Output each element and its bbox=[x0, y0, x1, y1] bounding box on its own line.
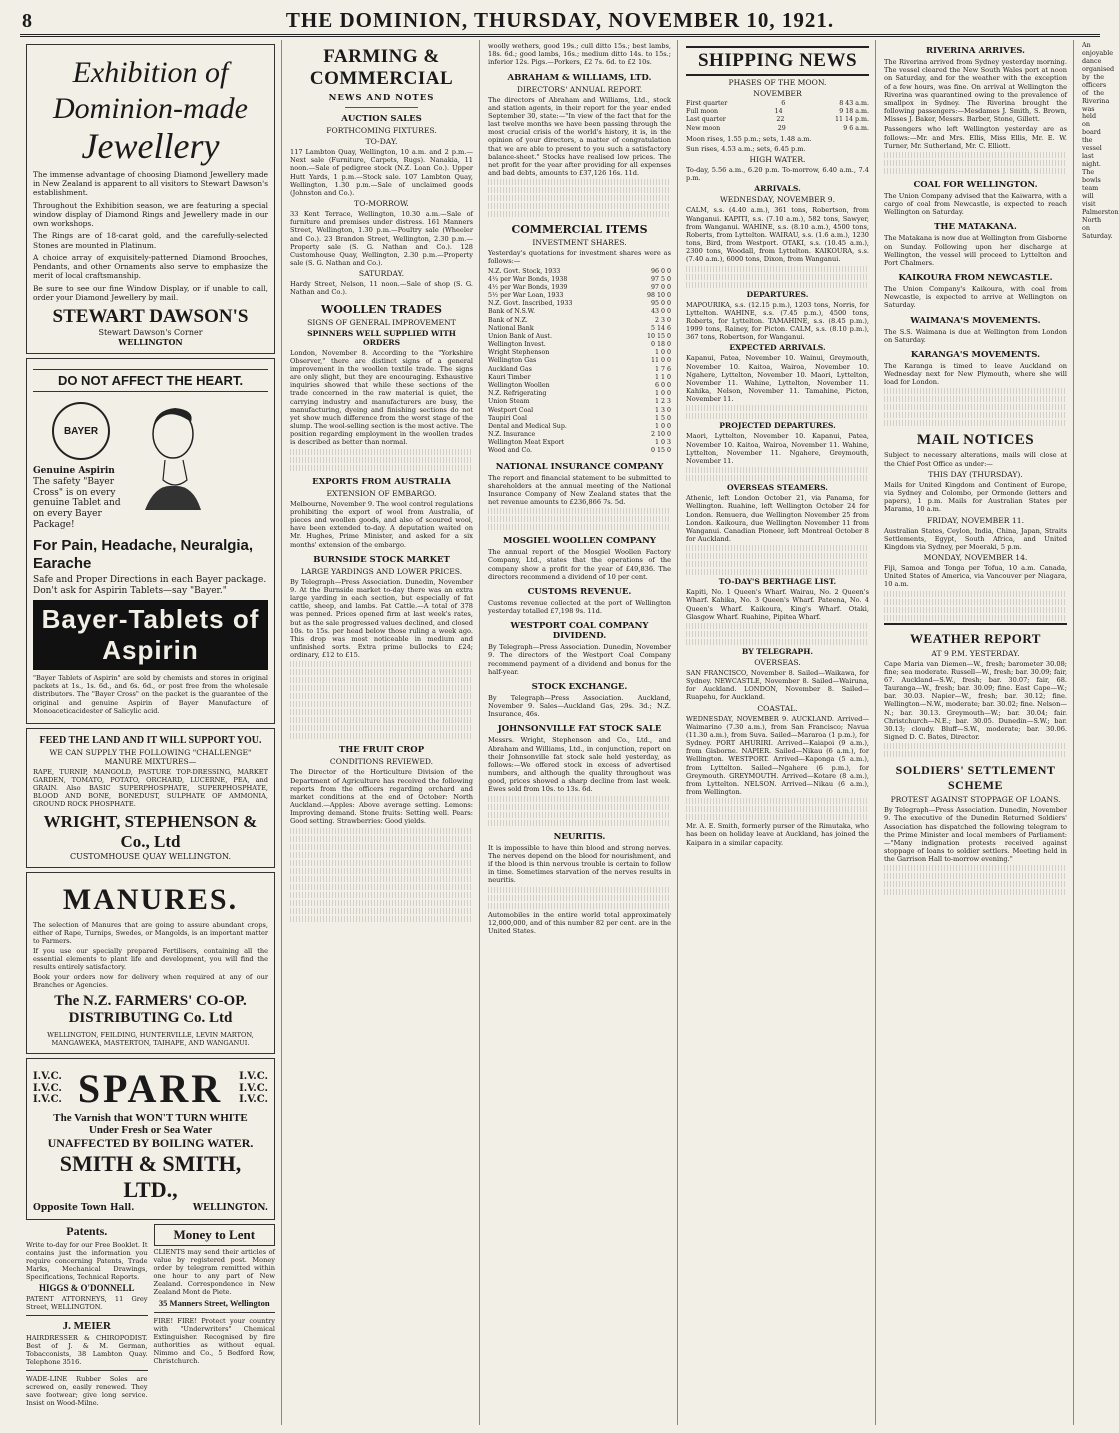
investment-shares-intro: Yesterday's quotations for investment shares were as follows:— bbox=[488, 249, 671, 266]
weather-report-title: WEATHER REPORT bbox=[910, 630, 1041, 646]
share-name: Westport Coal bbox=[488, 406, 534, 414]
tomorrow-heading: TO-MORROW. bbox=[354, 199, 409, 209]
fruit-crop-text: The Director of the Horticulture Division of the Department of Agriculture has received the following reports from the officers regarding orchard and market conditions at the end of October: North Auckland.—Apples: Above average setting. Lemons: Improving demand. Stone fruits: Setting well. Pears: Good setting. Strawberries: Good yields. bbox=[290, 768, 473, 826]
passengers-text: Passengers who left Wellington yesterday are as follows:—Mr. and Mrs. Ellis, Miss Ellis, Mr. E. W. Turner, Mr. Sutherland, Mr. C. Elliott. bbox=[884, 125, 1067, 150]
share-row bbox=[488, 382, 671, 390]
woollen-text: London, November 8. According to the "Yorkshire Observer," there are distinct signs of a general improvement in the woollen textile trade. The signs are only slight, but they are encouraging. Exhaustive inquiries showed that while these sections of the trade concerned in the raw material is quiet, the carrying industry and manufacturers are busy, the manufacturing, dyeing and finishing sections do not yet show much difference from the worst stage of the slump. The wool-selling section is the most active. The position regarding employment in the woollen trades is described as better than normal. bbox=[290, 348, 473, 447]
small-advertisements bbox=[26, 1224, 275, 1409]
kaikoura-text: The Union Company's Kaikoura, with coal from Newcastle, is expected to arrive at Wellington on Saturday. bbox=[884, 285, 1067, 310]
wright-subheading: WE CAN SUPPLY THE FOLLOWING "CHALLENGE" MANURE MIXTURES— bbox=[49, 747, 252, 766]
bayer-heart-headline: DO NOT AFFECT THE HEART. bbox=[33, 369, 268, 392]
share-price: 97 0 0 bbox=[650, 283, 671, 291]
share-row bbox=[488, 349, 671, 357]
share-price: 1 3 0 bbox=[654, 406, 671, 414]
jewellery-paragraph: Throughout the Exhibition season, we are featuring a special window display of Diamond Rings and Jewellery made in our own workshops. bbox=[33, 200, 268, 229]
share-name: N.Z. Insurance bbox=[488, 431, 536, 439]
share-name: N.Z. Refrigerating bbox=[488, 390, 547, 398]
auction-sales-heading: AUCTION SALES bbox=[341, 114, 422, 124]
moon-time: 8 43 a.m. bbox=[839, 100, 869, 107]
moon-phase: New moon bbox=[686, 124, 721, 132]
woollen-trades-heading: WOOLLEN TRADES bbox=[321, 302, 442, 316]
share-row bbox=[488, 268, 671, 276]
share-price: 95 0 0 bbox=[650, 300, 671, 308]
abraham-williams-subheading: DIRECTORS' ANNUAL REPORT. bbox=[516, 84, 643, 94]
smith-and-smith: SMITH & SMITH, LTD., bbox=[59, 1150, 242, 1202]
sparr-tagline: UNAFFECTED BY BOILING WATER. bbox=[47, 1135, 254, 1150]
expected-arrivals-heading: EXPECTED ARRIVALS. bbox=[729, 343, 826, 353]
tomorrow-text: 33 Kent Terrace, Wellington, 10.30 a.m.—Sale of furniture and premises under distress. 161 Manners Street, Wellington, 1.30 p.m.—Poultry sale (Wheeler and Co.). 23 Brandon Street, Wellington, 2.30 p.m.—Property sale (S. G. Nathan and Co.). 128 Customhouse Quay, Wellington, 2.30 p.m.—Property sale (S. G. Nathan and Co.). bbox=[290, 210, 473, 268]
share-name: Wellington Gas bbox=[488, 357, 537, 365]
share-price: 0 15 0 bbox=[650, 447, 671, 455]
column-shipping bbox=[680, 40, 876, 1425]
high-water-heading: HIGH WATER. bbox=[749, 155, 806, 165]
share-name: N.Z. Govt. Inscribed, 1933 bbox=[488, 300, 573, 308]
moon-day: 22 bbox=[776, 116, 785, 124]
share-price: 1 7 6 bbox=[654, 365, 671, 373]
moon-time: 11 14 p.m. bbox=[834, 116, 869, 124]
share-price: 1 1 0 bbox=[654, 373, 671, 381]
bayer-logo: Bayer-Tablets of Aspirin bbox=[33, 600, 268, 670]
national-insurance-text: The report and financial statement to be submitted to shareholders at the annual meeting of the National Insurance Company of New Zealand states that the net revenue amounts to £236,866 7s. 5d. bbox=[488, 473, 671, 507]
share-price: 0 18 0 bbox=[650, 341, 671, 349]
share-row bbox=[488, 366, 671, 374]
sun-rise-text: Sun rises, 4.53 a.m.; sets, 6.45 p.m. bbox=[686, 144, 806, 153]
share-price: 43 0 0 bbox=[650, 308, 671, 316]
moon-month: NOVEMBER bbox=[753, 89, 802, 98]
wright-list: RAPE, TURNIP, MANGOLD, PASTURE TOP-DRESSING, MARKET GARDEN, TOMATO, POTATO, ORCHARD, LUCERNE, PEA, and GRAIN. Also BASIC SUPERPHOSPHATE, SUPERPHOSPHATE, BLOOD AND BONE, BONEDUST, SULPHATE OF AMMONIA, GROUND ROCK PHOSPHATE. bbox=[33, 767, 268, 808]
jewellery-advertisement bbox=[26, 44, 275, 354]
mail-notices-intro: Subject to necessary alterations, mails will close at the Chief Post Office as under:— bbox=[884, 451, 1067, 468]
jeweller-corner: Stewart Dawson's Corner bbox=[98, 328, 203, 338]
share-name: Union Steam bbox=[488, 398, 530, 406]
share-price: 1 0 0 bbox=[654, 390, 671, 398]
money-text: CLIENTS may send their articles of value by registered post. Money order by telegram remitted within one hour to any part of New Zealand. Correspondence in New Zealand Mont de Piete. bbox=[153, 1247, 275, 1297]
moon-day: 6 bbox=[781, 100, 786, 107]
share-name: Wood and Co. bbox=[488, 447, 533, 455]
sparr-tagline: Under Fresh or Sea Water bbox=[88, 1123, 213, 1136]
mail-this-day: THIS DAY (THURSDAY). bbox=[928, 469, 1023, 479]
moon-day: 29 bbox=[777, 124, 786, 132]
patents-text: Write to-day for our Free Booklet. It contains just the information you require concerning Patents, Trade Marks, Mechanical Drawings, Specifications, Technical Reports. bbox=[26, 1240, 148, 1282]
wright-address: CUSTOMHOUSE QUAY WELLINGTON. bbox=[69, 851, 232, 861]
mosgiel-heading: MOSGIEL WOOLLEN COMPANY bbox=[503, 536, 656, 547]
moon-row bbox=[686, 116, 869, 124]
kaikoura-heading: KAIKOURA FROM NEWCASTLE. bbox=[898, 273, 1053, 284]
newspaper-title: THE DOMINION, THURSDAY, NOVEMBER 10, 1921. bbox=[285, 8, 835, 32]
share-name: Union Bank of Aust. bbox=[488, 332, 552, 340]
share-row bbox=[488, 333, 671, 341]
moon-phase: First quarter bbox=[686, 100, 728, 107]
share-name: N.Z. Govt. Stock, 1933 bbox=[488, 267, 561, 275]
bayer-advertisement bbox=[26, 358, 275, 724]
projected-departures-text: Maori, Lyttelton, November 10. Kapanui, Patea, November 10. Kaitoa, Wairoa, November 11. Wahine, Lyttelton, November 11. Ngahere, Greymouth, November 11. bbox=[686, 432, 869, 465]
share-price: 5 14 6 bbox=[650, 324, 671, 332]
abraham-williams-text: The directors of Abraham and Williams, Ltd., stock and station agents, in their report for the year ended September 30, state:—"In view of the fact that for the last twelve months we have been passing through the most crucial crisis of the world's history, it is, in the opinion of your directors, a matter of congratulation that we are able to present to you such a satisfactory balance-sheet." Stocks have realised low prices. The net profit for the year after providing for all expenses and bad debts, amounts to £37,126 16s. 11d. bbox=[488, 95, 671, 178]
bayer-genuine: Genuine Aspirin bbox=[33, 466, 115, 477]
investment-shares-heading: INVESTMENT SHARES. bbox=[532, 238, 627, 248]
ivc-mark: I.V.C. I.V.C. I.V.C. bbox=[239, 1071, 268, 1106]
share-name: Wellington Woollen bbox=[488, 381, 550, 389]
weather-time: AT 9 P.M. YESTERDAY. bbox=[931, 648, 1020, 658]
mail-monday: MONDAY, NOVEMBER 14. bbox=[923, 553, 1028, 563]
exports-subheading: EXTENSION OF EMBARGO. bbox=[326, 488, 437, 498]
bayer-fine-print: "Bayer Tablets of Aspirin" are sold by chemists and stores in original packets at 1s., 1s. 6d., and 6s. 6d., or post free from the wholesale distributors. The "Bayer Cross" on the packet is the guarantee of the original and genuine Aspirin of Bayer Manufacture of Monoaceticacidester of Salicylic acid. bbox=[33, 674, 268, 715]
share-name: Wellington Meat Export bbox=[488, 439, 565, 447]
share-price: 96 0 0 bbox=[650, 267, 671, 275]
patents-heading: Patents. bbox=[66, 1223, 108, 1238]
jewellery-paragraph: The immense advantage of choosing Diamond Jewellery made in New Zealand is apparent to all visitors to Stewart Dawson's establishment. bbox=[33, 169, 268, 198]
moon-row bbox=[686, 100, 869, 108]
manures-advertisement bbox=[26, 872, 275, 1054]
share-row bbox=[488, 447, 671, 455]
customs-heading: CUSTOMS REVENUE. bbox=[527, 586, 632, 597]
soldiers-settlement-title: SOLDIERS' SETTLEMENT SCHEME bbox=[895, 763, 1056, 793]
arrivals-day: WEDNESDAY, NOVEMBER 9. bbox=[720, 195, 835, 205]
share-row bbox=[488, 292, 671, 300]
arrivals-heading: ARRIVALS. bbox=[754, 184, 801, 194]
column-notices bbox=[878, 40, 1074, 1425]
woollen-subheading: SIGNS OF GENERAL IMPROVEMENT bbox=[307, 317, 456, 327]
fire-extinguisher-text: FIRE! FIRE! Protect your country with "Underwriters" Chemical Extinguisher. Recognised by fire authorities as without equal. Nimmo and Co., 5 Bedford Row, Christchurch. bbox=[153, 1317, 275, 1366]
wadeline-text: WADE-LINE Rubber Soles are screwed on, easily renewed. They save footwear; give long service. Insist on Wood-Milne. bbox=[26, 1375, 148, 1408]
jewellery-title-2: Dominion-made bbox=[53, 91, 248, 125]
woollen-subheading-2: SPINNERS WELL SUPPLIED WITH ORDERS bbox=[307, 328, 456, 347]
weather-text: Cape Maria van Diemen—W., fresh; barometer 30.08; fine; sea moderate. Russell—W., fresh; bar. 30.09; fair, 67. Auckland—S.W., fresh; bar. 30.07; fair, 68. Tauranga—W., fresh; bar. 30.09; fine. East Cape—W.; bar. 30.03. Napier—W., fresh; bar. 30.12; fine. Wellington—N.W., moderate; bar. 30.02; fine. Nelson—N.; bar. 30.13. Greymouth—W.; bar. 30.04; fair. Christchurch—N.E.; bar. 30.05. Dunedin—S.W.; bar. 30.13; cloudy. Bluff—S.W., moderate; bar. 30.06. Signed D. C. Bates, Director. bbox=[884, 659, 1067, 742]
manures-paragraph: If you use our specially prepared Fertilisers, containing all the essential elements to plant life and development, you will find the results entirely satisfactory. bbox=[33, 946, 268, 971]
exports-text: Melbourne, November 9. The wool control regulations prohibiting the export of wool from Australia, of pieces and woollen goods, and also of scoured wool, have been extended to-day. A deputation waited on Mr. Hughes, Prime Minister, and asked for a six months' extension of the embargo. bbox=[290, 499, 473, 549]
share-name: Wellington Invest. bbox=[488, 341, 546, 349]
share-row bbox=[488, 276, 671, 284]
burnside-subheading: LARGE YARDINGS AND LOWER PRICES. bbox=[300, 566, 463, 576]
share-row bbox=[488, 341, 671, 349]
share-row bbox=[488, 284, 671, 292]
departures-text: MAPOURIKA, s.s. (12.15 p.m.), 1203 tons, Norris, for Lyttelton. WAHINE, s.s. (7.45 p.m.), 4500 tons, Roberts, for Lyttelton. TAMAHINE, s.s. (8.45 p.m.), 1999 tons, Rainey, for Picton. CALM, s.s. (8.10 p.m.), 367 tons, Robertson, for Wanganui. bbox=[686, 300, 869, 342]
column-edge bbox=[1076, 40, 1119, 1425]
abraham-williams-heading: ABRAHAM & WILLIAMS, LTD. bbox=[507, 72, 652, 83]
jeweller-name: STEWART DAWSON'S bbox=[52, 306, 249, 328]
waimana-text: The S.S. Waimana is due at Wellington from London on Saturday. bbox=[884, 327, 1067, 344]
share-price: 1 0 0 bbox=[654, 349, 671, 357]
higgs-odonnell: HIGGS & O'DONNELL bbox=[38, 1283, 135, 1294]
manures-paragraph: The selection of Manures that are going to assure abundant crops, either of Rape, Turnips, Swedes, or Mangolds, is an important matter to Farmers. bbox=[33, 920, 268, 945]
share-name: National Bank bbox=[488, 324, 534, 332]
today-text: 117 Lambton Quay, Wellington, 10 a.m. and 2 p.m.—Next sale (Furniture, Carpets, Rugs). Nanakia, 11 noon.—Sale of pedigree stock (N.Z. Loan Co.). Upper Hutt Yards, 1 p.m.—Stock sale. 107 Lambton Quay, Wellington, 1.30 p.m.—Sale of unclaimed goods (Johnston and Co.). bbox=[290, 148, 473, 197]
meier-name: J. MEIER bbox=[62, 1320, 111, 1333]
riverina-heading: RIVERINA ARRIVES. bbox=[925, 46, 1026, 56]
share-name: 4½ per War Bonds, 1939 bbox=[488, 283, 568, 291]
share-price: 1 0 3 bbox=[654, 439, 671, 447]
column-farming bbox=[284, 40, 480, 1425]
burnside-text: By Telegraph—Press Association. Dunedin, November 9. At the Burnside market to-day there was an extra large yarding in each section, but especially of fat cattle, sheep, and lambs. Fat Cattle.—A total of 378 was penned. Prices opened firm at last week's rates, but as the sale progressed values declined, and closed 10s. to 15s. per head below those ruling a week ago. This drop was most noticeable in medium and unfinished sorts. Extra prime bullocks to £24; ordinary, £12 to £15. bbox=[290, 577, 473, 660]
jewellery-paragraph: A choice array of exquisitely-patterned Diamond Brooches, Pendants, and other Ornaments also serve to emphasize the merit of local craftsmanship. bbox=[33, 252, 268, 281]
forthcoming-fixtures: FORTHCOMING FIXTURES. bbox=[326, 126, 437, 135]
coastal-text: WEDNESDAY, NOVEMBER 9. AUCKLAND. Arrived—Waimarino (7.30 a.m.), from San Francisco; Navua (11.30 a.m.), from Suva. Sailed—Mararoa (1 p.m.), for Sydney. PORT AHURIRI. Arrived—Kaiapoi (9 a.m.), from Gisborne. NAPIER. Sailed—Nikau (6 a.m.), for Wellington. WESTPORT. Arrived—Kaponga (5 a.m.), from Lyttelton. Sailed—Ngahere (6 p.m.), for Greymouth. GREYMOUTH. Arrived—Kotare (8 a.m.), from Lyttelton. NELSON. Arrived—Nikau (6 a.m.), from Wellington. bbox=[686, 714, 869, 797]
moon-day: 14 bbox=[774, 108, 783, 116]
share-price: 1 2 3 bbox=[654, 398, 671, 406]
share-row bbox=[488, 325, 671, 333]
jewellery-paragraph: The Rings are of 18-carat gold, and the carefully-selected Stones are mounted in Platinum. bbox=[33, 231, 268, 250]
neuritis-heading: NEURITIS. bbox=[553, 831, 606, 842]
bayer-safety: The safety "Bayer Cross" is on every genuine Tablet and on every Bayer Package! bbox=[33, 476, 121, 531]
mail-friday-text: Australian States, Ceylon, India, China, Japan, Straits Settlements, Egypt, South Africa, and United Kingdom via Sydney, per Moeraki, 5 p.m. bbox=[884, 526, 1067, 551]
news-and-notes: NEWS AND NOTES bbox=[328, 93, 435, 103]
matakana-text: The Matakana is now due at Wellington from Gisborne on Sunday. Following upon her discharge at Wellington, the vessel will proceed to Lyttelton and Port Chalmers. bbox=[884, 234, 1067, 267]
sparr-advertisement bbox=[26, 1058, 275, 1220]
share-name: Bank of N.S.W. bbox=[488, 308, 535, 316]
share-row bbox=[488, 357, 671, 365]
overseas-steamers-text: Athenic, left London October 21, via Panama, for Wellington. Ruahine, left Wellington October 24 for London. Remuera, due Wellington November 25 from London. Kaikoura, due Wellington November 11 from Wanganui. Canadian Pioneer, left Montreal October 8 for Auckland. bbox=[686, 494, 869, 544]
investment-shares-table bbox=[488, 268, 671, 456]
share-row bbox=[488, 431, 671, 439]
exports-heading: EXPORTS FROM AUSTRALIA bbox=[312, 476, 451, 487]
meier-text: HAIRDRESSER & CHIROPODIST. Best of J. & M. German, Tobacconists, 38 Lambton Quay. Telephone 3516. bbox=[26, 1334, 148, 1367]
purser-note: Mr. A. E. Smith, formerly purser of the Rimutaka, who has been on holiday leave at Auckland, has joined the Kaipara in a similar capacity. bbox=[686, 822, 869, 847]
projected-departures-heading: PROJECTED DEPARTURES. bbox=[719, 421, 836, 431]
share-price: 10 15 0 bbox=[646, 332, 671, 340]
share-price: 2 10 0 bbox=[650, 431, 671, 439]
bayer-cross-icon: BAYER bbox=[52, 402, 110, 460]
commercial-items-heading: COMMERCIAL ITEMS bbox=[511, 223, 648, 237]
share-price: 1 0 0 bbox=[654, 422, 671, 430]
share-price: 2 3 0 bbox=[654, 316, 671, 324]
overseas-steamers-heading: OVERSEAS STEAMERS. bbox=[727, 483, 828, 493]
stock-exchange-heading: STOCK EXCHANGE. bbox=[531, 681, 628, 692]
share-row bbox=[488, 415, 671, 423]
wright-firm: WRIGHT, STEPHENSON & Co., Ltd bbox=[43, 811, 258, 851]
arrivals-text: CALM, s.s. (4.40 a.m.), 361 tons, Robertson, from Wanganui. KAPITI, s.s. (7.10 a.m.), 582 tons, Sawyer, from Wanganui. WAHINE, s.s. (8.10 a.m.), 4500 tons, Roberts, from Lyttelton. WAIRAU, s.s. (1.6 a.m.), 1230 tons, Bird, from Westport. OTAKI, s.s. (10.45 a.m.), 2300 tons, Woodall, from Lyttelton. KAIKOURA, s.s. (7.40 a.m.), 6000 tons, Dixon, from Wanganui. bbox=[686, 206, 869, 264]
soldiers-settlement-text: By Telegraph—Press Association. Dunedin, November 9. The executive of the Dunedin Returned Soldiers' Association has dispatched the following telegram to the Prime Minister and local members of Parliament:—"Many indignation protests received against stoppage of loans to soldier settlers. Meeting held in the Garrison Hall to-morrow evening." bbox=[884, 806, 1067, 864]
riverina-text: The Riverina arrived from Sydney yesterday morning. The vessel cleared the New South Wales port at noon on Saturday, and for the weather with the exception of a few hours, was fine. On arrival at Wellington the Riverina was quarantined owing to the prevalence of smallpox in Sydney. The Riverina brought the following passengers:—Mesdames J. Smith, S. Brown, Misses J. Baker, Messrs. Barber, Stone, Gillett. bbox=[884, 58, 1067, 124]
column-commercial bbox=[482, 40, 678, 1425]
column-advertisements bbox=[20, 40, 282, 1425]
moon-phases-heading: PHASES OF THE MOON. bbox=[728, 78, 827, 87]
ivc-mark: I.V.C. I.V.C. I.V.C. bbox=[33, 1071, 62, 1106]
moon-phase: Last quarter bbox=[686, 116, 726, 124]
fruit-crop-heading: THE FRUIT CROP bbox=[338, 745, 425, 756]
money-to-lent-heading: Money to Lent bbox=[154, 1224, 276, 1246]
share-row bbox=[488, 374, 671, 382]
expected-arrivals-text: Kapanui, Patea, November 10. Wainui, Greymouth, November 10. Kaitoa, Wairoa, November 10. Ngahere, Lyttelton, November 10. Maori, Lyttelton, November 11. Wahine, Lyttelton, November 11. Kahika, Nelson, November 11. Tamahine, Picton, November 11. bbox=[686, 354, 869, 404]
share-name: 4¼ per War Bonds, 1938 bbox=[488, 275, 568, 283]
mail-monday-text: Fiji, Samoa and Tonga per Tofua, 10 a.m. Canada, United States of America, via Vancouver per Niagara, 10 a.m. bbox=[884, 564, 1067, 589]
customs-text: Customs revenue collected at the port of Wellington yesterday totalled £7,198 9s. 11d. bbox=[488, 598, 671, 616]
coal-heading: COAL FOR WELLINGTON. bbox=[913, 179, 1038, 190]
farmers-coop-branches: WELLINGTON, FEILDING, HUNTERVILLE, LEVIN MARTON, MANGAWEKA, MASTERTON, TAIHAPE, AND WANGANUI. bbox=[47, 1030, 254, 1047]
national-insurance-heading: NATIONAL INSURANCE COMPANY bbox=[495, 461, 664, 472]
shipping-news-title: SHIPPING NEWS bbox=[686, 46, 869, 76]
share-row bbox=[488, 317, 671, 325]
mail-this-day-text: Mails for United Kingdom and Continent of Europe, via Sydney and Colombo, per Ormonde (letters and papers), 1 p.m. Mails for Australian States per Marama, 10 a.m. bbox=[884, 480, 1067, 514]
jewellery-title-3: Jewellery bbox=[81, 126, 220, 166]
woman-portrait-illustration bbox=[135, 400, 205, 510]
share-row bbox=[488, 407, 671, 415]
soldiers-settlement-subheading: PROTEST AGAINST STOPPAGE OF LOANS. bbox=[890, 795, 1061, 805]
moon-row bbox=[686, 125, 869, 133]
share-price: 11 0 0 bbox=[650, 357, 671, 365]
berthage-text: Kapiti, No. 1 Queen's Wharf. Wairau, No. 2 Queen's Wharf. Kahika, No. 3 Queen's Wharf. Pateena, No. 4 Queen's Wharf. Kaikoura, King's Wharf. Otaki, Glasgow Wharf. Ruahine, Pipitea Wharf. bbox=[686, 588, 869, 621]
berthage-heading: TO-DAY'S BERTHAGE LIST. bbox=[718, 577, 837, 587]
westport-heading: WESTPORT COAL COMPANY DIVIDEND. bbox=[510, 621, 649, 642]
manures-title: MANURES. bbox=[62, 882, 239, 916]
coal-text: The Union Company advised that the Kaiwarra, with a cargo of coal from Newcastle, is expected to reach Wellington on Saturday. bbox=[884, 191, 1067, 217]
mail-notices-title: MAIL NOTICES bbox=[916, 432, 1035, 449]
share-price: 97 5 0 bbox=[650, 275, 671, 283]
manures-paragraph: Book your orders now for delivery when required at any of our Branches or Agencies. bbox=[33, 972, 268, 989]
stock-prices-text: woolly wethers, good 19s.; cull ditto 15s.; best lambs, 18s. 6d.; good lambs, 16s.; medium ditto 14s. to 15s.; inferior 12s. Pigs.—Porkers, £2 7s. 6d. to £2 10s. bbox=[488, 42, 671, 67]
bayer-headline: For Pain, Headache, Neuralgia, Earache bbox=[33, 536, 254, 572]
overseas-text: SAN FRANCISCO, November 8. Sailed—Waikawa, for Sydney. NEWCASTLE, November 8. Sailed—Wairuna, for Auckland. LONDON, November 8. Sailed—Ruapehu, for Auckland. bbox=[686, 668, 869, 702]
share-price: 98 10 0 bbox=[646, 292, 671, 300]
edge-text: An enjoyable dance organised by the officers of the Riverina was held on board the vessel last night. The bowls team will visit Palmerston North on Saturday. bbox=[1082, 41, 1119, 240]
moon-time: 9 6 a.m. bbox=[843, 124, 869, 132]
sparr-brand: SPARR bbox=[77, 1065, 224, 1111]
departures-heading: DEPARTURES. bbox=[746, 289, 809, 299]
wright-headline: FEED THE LAND AND IT WILL SUPPORT YOU. bbox=[39, 734, 262, 746]
moon-rise-text: Moon rises, 1.55 p.m.; sets, 1.48 a.m. bbox=[686, 134, 812, 143]
share-row bbox=[488, 398, 671, 406]
share-row bbox=[488, 390, 671, 398]
share-name: Bank of N.Z. bbox=[488, 316, 528, 324]
mail-friday: FRIDAY, NOVEMBER 11. bbox=[927, 515, 1024, 525]
moon-phases-table bbox=[686, 100, 869, 133]
johnsonville-text: Messrs. Wright, Stephenson and Co., Ltd., and Abraham and Williams, Ltd., in conjunction, report on their Johnsonville fat stock sale held yesterday, as follows:—We offered stock in excess of advertised numbers, and although the quality throughout was good, prices showed a sharp decline from last week. Ewes sold from 10s. to 13s. 6d. bbox=[488, 736, 671, 794]
westport-text: By Telegraph—Press Association. Dunedin, November 9. The directors of the Westport Coal Company recommend payment of a dividend and bonus for the half-year. bbox=[488, 643, 671, 676]
karanga-heading: KARANGA'S MOVEMENTS. bbox=[910, 349, 1041, 360]
saturday-text: Hardy Street, Nelson, 11 noon.—Sale of shop (S. G. Nathan and Co.). bbox=[290, 280, 473, 297]
share-name: 5½ per War Loan, 1933 bbox=[488, 292, 564, 300]
neuritis-text: It is impossible to have thin blood and strong nerves. The nerves depend on the blood for nourishment, and if the blood is thin nervous trouble is certain to follow in time. Sometimes starvation of the nerves results in neuritis. bbox=[488, 843, 671, 885]
share-name: Wright Stephenson bbox=[488, 349, 550, 357]
sparr-location: Opposite Town Hall. bbox=[33, 1202, 135, 1213]
jewellery-paragraph: Be sure to see our fine Window Display, or if unable to call, order your Diamond Jewellery by mail. bbox=[33, 283, 268, 302]
share-price: 1 5 0 bbox=[654, 414, 671, 422]
farmers-coop-name: The N.Z. FARMERS' CO-OP. DISTRIBUTING Co. Ltd bbox=[54, 992, 247, 1026]
by-telegraph-heading: BY TELEGRAPH. bbox=[741, 646, 814, 656]
sparr-tagline: The Varnish that WON'T TURN WHITE bbox=[53, 1111, 248, 1124]
overseas-heading: OVERSEAS. bbox=[754, 657, 801, 667]
page-number: 8 bbox=[22, 10, 32, 32]
moon-row bbox=[686, 108, 869, 116]
jewellery-title-1: Exhibition of bbox=[72, 56, 229, 89]
coastal-heading: COASTAL. bbox=[757, 703, 798, 713]
waimana-heading: WAIMANA'S MOVEMENTS. bbox=[910, 315, 1041, 326]
johnsonville-heading: JOHNSONVILLE FAT STOCK SALE bbox=[497, 724, 662, 735]
stock-exchange-text: By Telegraph—Press Association. Auckland, November 9. Sales—Auckland Gas, 29s. 3d.; N.Z. Insurance, 46s. bbox=[488, 693, 671, 719]
manners-street-address: 35 Manners Street, Wellington bbox=[158, 1298, 270, 1309]
today-heading: TO-DAY. bbox=[365, 137, 398, 146]
high-water-text: To-day, 5.56 a.m., 6.20 p.m. To-morrow, 6.40 a.m., 7.4 p.m. bbox=[686, 166, 869, 183]
share-row bbox=[488, 439, 671, 447]
wright-stephenson-advertisement bbox=[26, 728, 275, 868]
share-name: Taupiri Coal bbox=[488, 414, 527, 422]
karanga-text: The Karanga is timed to leave Auckland on Wednesday next for New Plymouth, where she will load for London. bbox=[884, 361, 1067, 387]
burnside-heading: BURNSIDE STOCK MARKET bbox=[313, 554, 450, 565]
matakana-heading: THE MATAKANA. bbox=[934, 222, 1017, 233]
jeweller-city: WELLINGTON bbox=[118, 337, 183, 348]
bayer-directions: Safe and Proper Directions in each Bayer package. Don't ask for Aspirin Tablets—say "Bayer." bbox=[33, 574, 267, 596]
farming-commercial-title: FARMING & COMMERCIAL bbox=[309, 46, 454, 89]
saturday-heading: SATURDAY. bbox=[358, 269, 405, 279]
mosgiel-text: The annual report of the Mosgiel Woollen Factory Company, Ltd., states that the operations of the company show a profit for the year of £49,836. The directors recommend a dividend of 10 per cent. bbox=[488, 548, 671, 581]
share-name: Auckland Gas bbox=[488, 365, 532, 373]
higgs-address: PATENT ATTORNEYS, 11 Grey Street, WELLINGTON. bbox=[26, 1295, 148, 1312]
share-name: Kauri Timber bbox=[488, 373, 531, 381]
share-price: 6 0 0 bbox=[654, 381, 671, 389]
share-row bbox=[488, 308, 671, 316]
sparr-city: WELLINGTON. bbox=[192, 1202, 268, 1213]
masthead bbox=[20, 6, 1100, 37]
share-name: Dental and Medical Sup. bbox=[488, 422, 567, 430]
automobiles-text: Automobiles in the entire world total approximately 12,000,000, and of this number 82 per cent. are in the United States. bbox=[488, 910, 671, 935]
moon-time: 9 18 a.m. bbox=[839, 108, 869, 116]
share-row bbox=[488, 300, 671, 308]
moon-phase: Full moon bbox=[686, 108, 719, 116]
share-row bbox=[488, 423, 671, 431]
fruit-crop-subheading: CONDITIONS REVIEWED. bbox=[329, 757, 434, 767]
